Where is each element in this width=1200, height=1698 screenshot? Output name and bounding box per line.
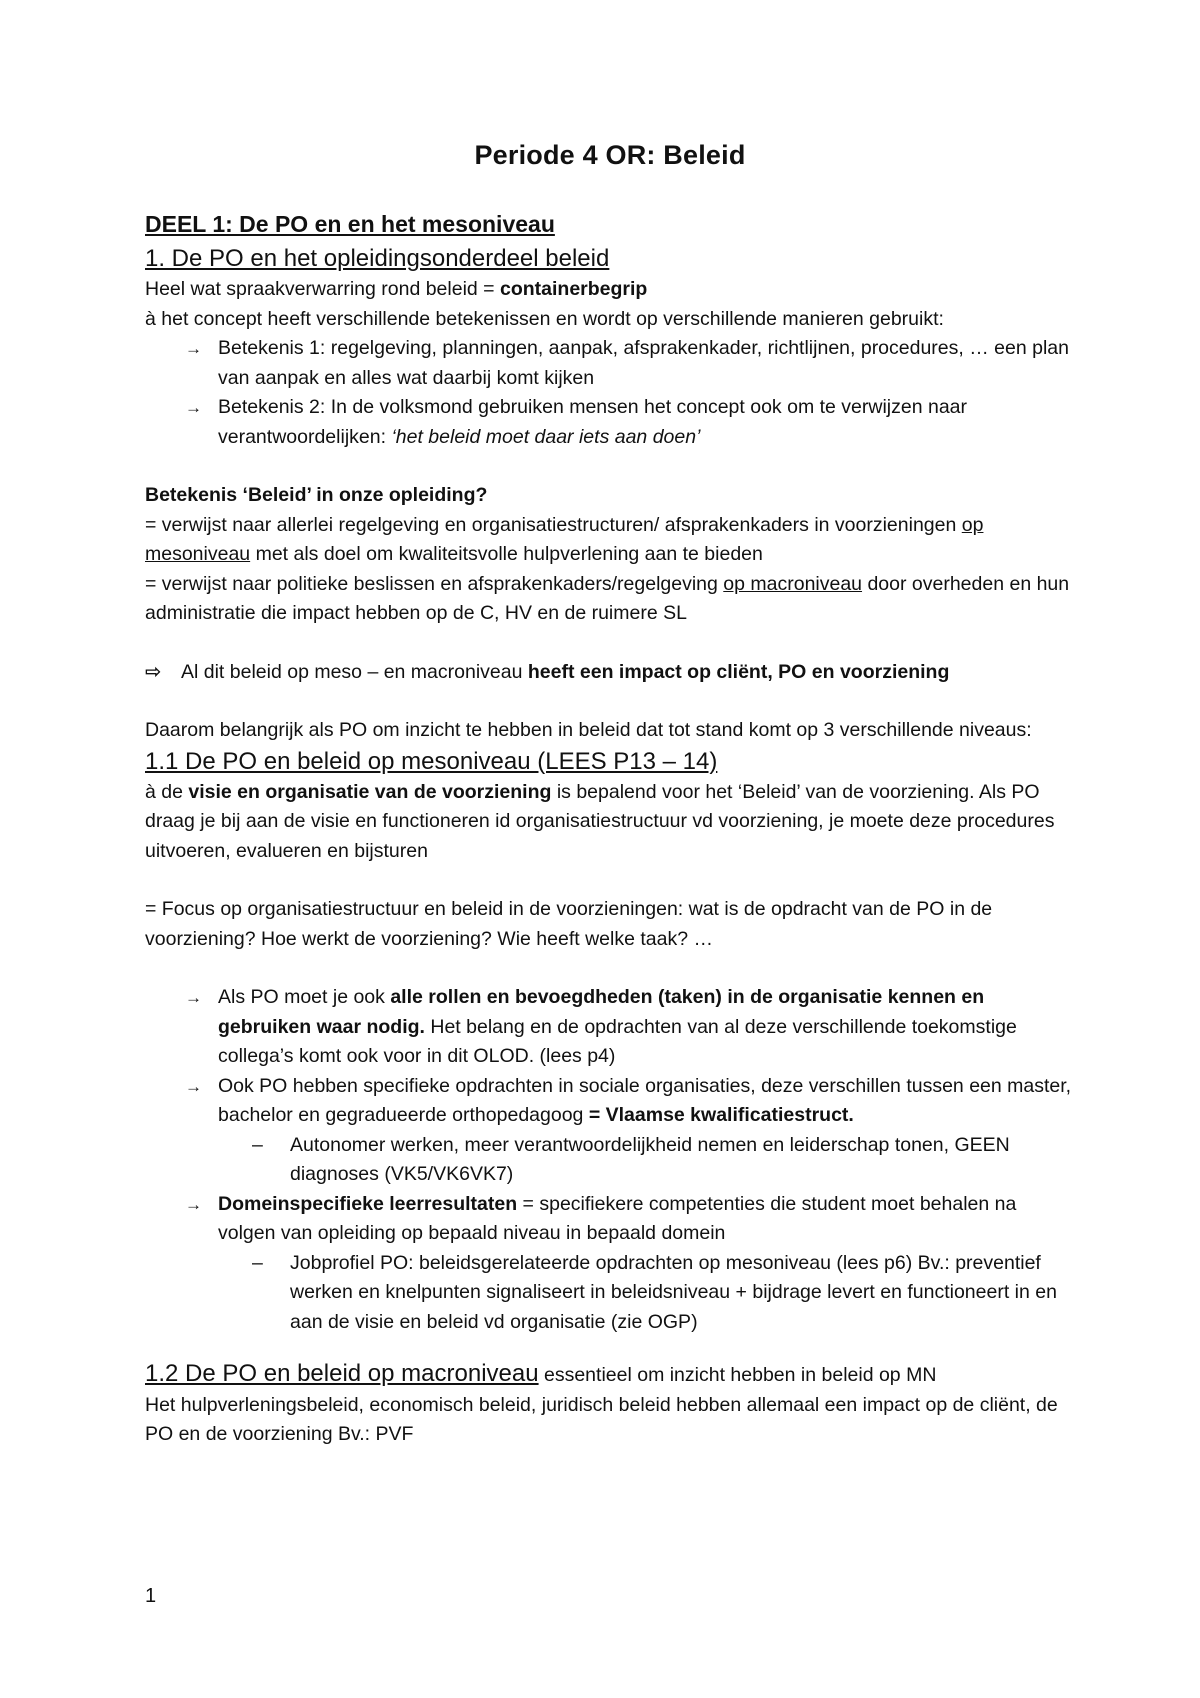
arrow-icon: → bbox=[185, 398, 202, 417]
section-1-2-line: 1.2 De PO en beleid op macroniveau essentieel om inzicht hebben in beleid op MN bbox=[145, 1360, 937, 1387]
page-title: Periode 4 OR: Beleid bbox=[474, 140, 746, 170]
list-item: → Domeinspecifieke leerresultaten = specifiekere competenties die student moet behalen na volgen van opleiding op bepaald niveau in bepaald domein bbox=[145, 1190, 1075, 1249]
definition-macro: = verwijst naar politieke beslissen en afsprakenkaders/regelgeving op macroniveau door overheden en hun administratie die impact hebben op de C, HV en de ruimere SL bbox=[145, 572, 1070, 624]
arrow-icon: → bbox=[185, 1194, 202, 1214]
dash-marker: – bbox=[252, 1133, 263, 1156]
arrow-icon: → bbox=[185, 339, 202, 358]
section-1-heading: 1. De PO en het opleidingsonderdeel beleid bbox=[145, 245, 610, 272]
sub-list-item: – Jobprofiel PO: beleidsgerelateerde opdrachten op mesoniveau (lees p6) Bv.: preventief werken en knelpunten signaliseert in beleidsniveau + bijdrage levert en functioneert in en aan de visie en beleid vd organisatie (zie OGP) bbox=[145, 1249, 1075, 1338]
bullet-a-marker: à bbox=[145, 780, 156, 803]
list-item: → Ook PO hebben specifieke opdrachten in sociale organisaties, deze verschillen tussen een master, bachelor en gegradueerde orthopedagoog = Vlaamse kwalificatiestruct. bbox=[145, 1072, 1075, 1131]
section-1-1-heading: 1.1 De PO en beleid op mesoniveau (LEES P13 – 14) bbox=[145, 747, 718, 775]
paragraph-visie: à de visie en organisatie van de voorziening is bepalend voor het ‘Beleid’ van de voorziening. Als PO draag je bij aan de visie en functioneren id organisatiestructuur vd voorziening, je moete deze procedures uitvoeren, evalueren en bijsturen bbox=[145, 780, 1055, 862]
sub-list-item: – Autonomer werken, meer verantwoordelijkheid nemen en leiderschap tonen, GEEN diagnoses (VK5/VK6VK7) bbox=[145, 1131, 1075, 1190]
paragraph-concept: à het concept heeft verschillende betekenissen en wordt op verschillende manieren gebruikt: bbox=[145, 307, 944, 330]
impact-statement: ⇨ Al dit beleid op meso – en macroniveau heeft een impact op cliënt, PO en voorziening bbox=[145, 658, 1075, 688]
question-heading: Betekenis ‘Beleid’ in onze opleiding? bbox=[145, 484, 488, 506]
section-1-2-heading: 1.2 De PO en beleid op macroniveau bbox=[145, 1360, 539, 1387]
definition-meso: = verwijst naar allerlei regelgeving en organisatiestructuren/ afsprakenkaders in voorzieningen op mesoniveau met als doel om kwaliteitsvolle hulpverlening aan te bieden bbox=[145, 513, 984, 565]
paragraph-focus: = Focus op organisatiestructuur en beleid in de voorzieningen: wat is de opdracht van de PO in de voorziening? Hoe werkt de voorziening? Wie heeft welke taak? … bbox=[145, 898, 993, 950]
paragraph-daarom: Daarom belangrijk als PO om inzicht te hebben in beleid dat tot stand komt op 3 verschillende niveaus: bbox=[145, 719, 1032, 741]
dash-marker: – bbox=[252, 1251, 263, 1274]
list-item: → Betekenis 1: regelgeving, planningen, aanpak, afsprakenkader, richtlijnen, procedures, … een plan van aanpak en alles wat daarbij komt kijken bbox=[145, 334, 1075, 393]
document-page bbox=[145, 140, 1075, 1450]
right-arrow-icon: ⇨ bbox=[145, 660, 162, 683]
arrow-icon: → bbox=[185, 988, 202, 1007]
page-number: 1 bbox=[145, 1585, 157, 1607]
arrow-icon: → bbox=[185, 1076, 202, 1096]
list-item: → Betekenis 2: In de volksmond gebruiken mensen het concept ook om te verwijzen naar verantwoordelijken: ‘het beleid moet daar iets aan doen’ bbox=[145, 393, 1075, 452]
list-item: → Als PO moet je ook alle rollen en bevoegdheden (taken) in de organisatie kennen en gebruiken waar nodig. Het belang en de opdrachten van al deze verschillende toekomstige collega’s komt ook voor in dit OLOD. (lees p4) bbox=[145, 983, 1075, 1072]
paragraph-macro-beleid: Het hulpverleningsbeleid, economisch beleid, juridisch beleid hebben allemaal een impact op de cliënt, de PO en de voorziening Bv.: PVF bbox=[145, 1393, 1058, 1445]
deel-heading: DEEL 1: De PO en en het mesoniveau bbox=[145, 211, 555, 237]
paragraph-containerbegrip: Heel wat spraakverwarring rond beleid = containerbegrip bbox=[145, 278, 648, 300]
bullet-a-marker: à bbox=[145, 307, 156, 330]
